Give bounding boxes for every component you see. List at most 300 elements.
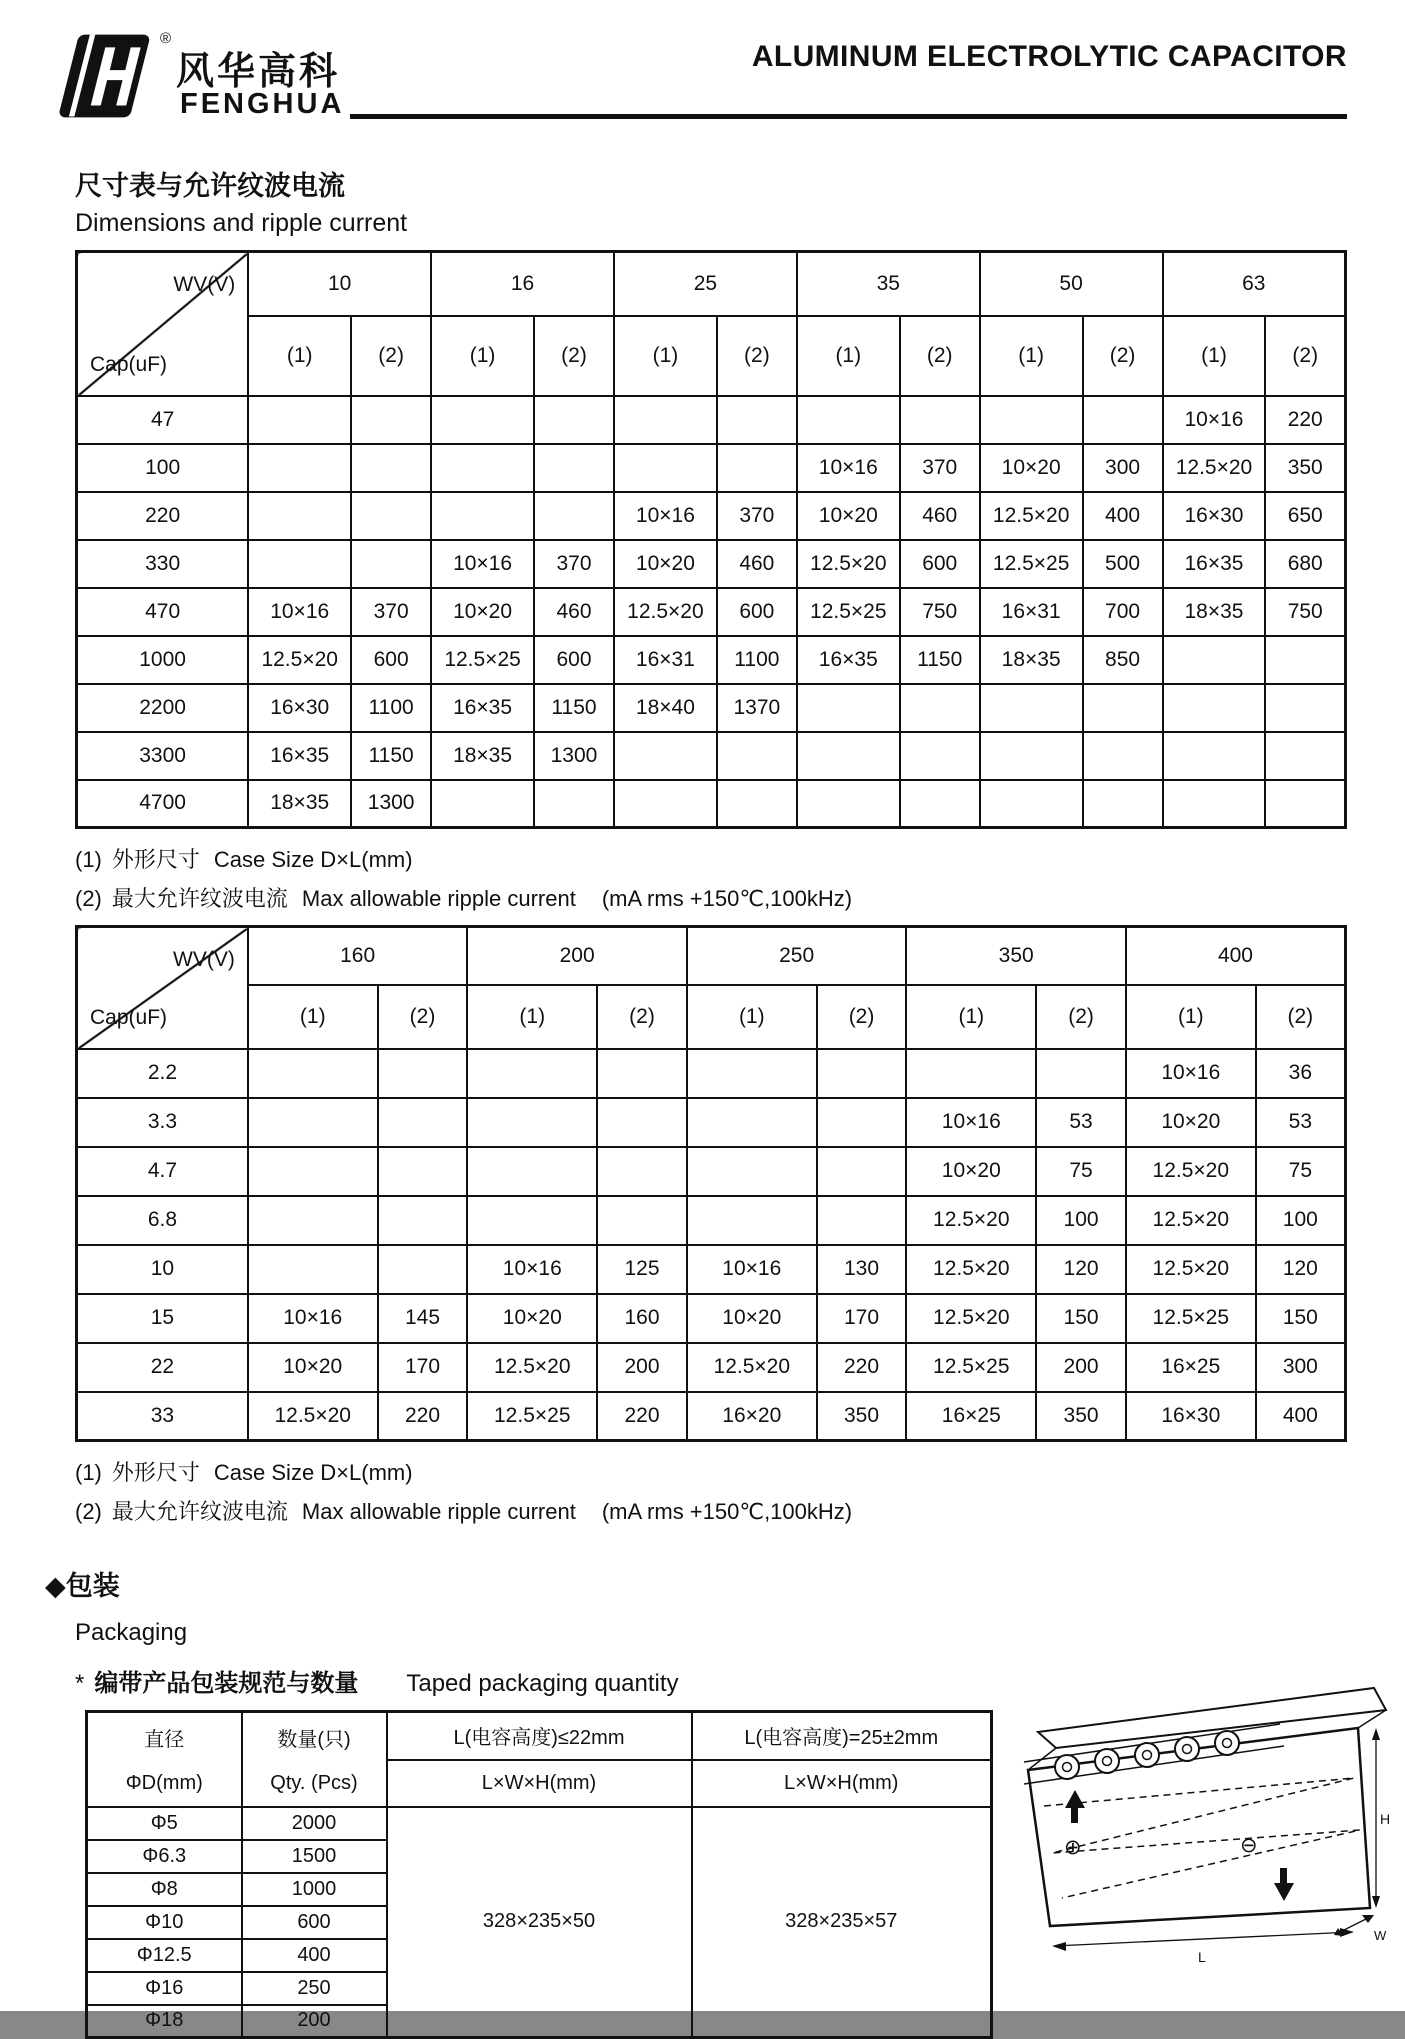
corner-header-cell — [77, 252, 249, 396]
footnote-cn: 外形尺寸 — [111, 847, 200, 872]
cell-empty — [687, 1049, 817, 1098]
cell-empty — [687, 1196, 817, 1245]
cell-empty — [248, 444, 351, 492]
cell-value: 12.5×20 — [906, 1294, 1036, 1343]
table1-body — [77, 396, 1346, 828]
cell-empty — [717, 780, 797, 828]
cell-value: 370 — [717, 492, 797, 540]
cell-empty — [378, 1049, 468, 1098]
footnote-en: Case Size D×L(mm) — [213, 1460, 413, 1485]
cell-value: 16×31 — [980, 588, 1083, 636]
lwh-header: L×W×H(mm) — [387, 1760, 692, 1807]
sub-header: (2) — [1036, 985, 1126, 1049]
voltage-header: 10 — [248, 252, 431, 316]
cell-empty — [248, 1098, 378, 1147]
cell-value: 10×16 — [797, 444, 900, 492]
cap-value: 220 — [77, 492, 249, 540]
cell-empty — [687, 1098, 817, 1147]
cell-empty — [1265, 636, 1345, 684]
sub-header: (1) — [1163, 316, 1266, 396]
cell-empty — [1083, 684, 1163, 732]
cell-value: 500 — [1083, 540, 1163, 588]
cell-value: 12.5×20 — [248, 636, 351, 684]
cell-value: 1150 — [900, 636, 980, 684]
cell-value: 1300 — [534, 732, 614, 780]
footnote-extra: (mA rms +150℃,100kHz) — [601, 886, 853, 911]
cell-empty — [817, 1147, 907, 1196]
cell-value: 12.5×20 — [614, 588, 717, 636]
cell-empty — [351, 396, 431, 444]
cell-empty — [467, 1098, 597, 1147]
cell-value: 16×30 — [1126, 1392, 1256, 1441]
packaging-subtitle-en: Taped packaging quantity — [406, 1670, 679, 1697]
cap-value: 22 — [77, 1343, 248, 1392]
cap-value: 47 — [77, 396, 249, 444]
cell-value: 10×20 — [687, 1294, 817, 1343]
cell-empty — [717, 732, 797, 780]
fenghua-logo-icon — [58, 32, 158, 120]
height-le22-header: L(电容高度)≤22mm — [387, 1712, 692, 1760]
cap-value: 33 — [77, 1392, 248, 1441]
cell-value: 12.5×25 — [797, 588, 900, 636]
qty-value: 2000 — [242, 1807, 387, 1840]
cell-value: 370 — [351, 588, 431, 636]
voltage-header: 16 — [431, 252, 614, 316]
sub-header: (2) — [378, 985, 468, 1049]
cell-value: 16×30 — [1163, 492, 1266, 540]
cell-value: 12.5×25 — [906, 1343, 1036, 1392]
plus-polarity-mark: ⊕ — [1064, 1836, 1082, 1859]
sub-header: (2) — [1256, 985, 1346, 1049]
footnote-prefix: (1) — [75, 847, 102, 872]
minus-polarity-mark: ⊖ — [1240, 1834, 1258, 1857]
cell-value: 12.5×20 — [980, 492, 1083, 540]
cell-empty — [614, 732, 717, 780]
cell-value: 12.5×20 — [1126, 1245, 1256, 1294]
sub-header: (2) — [1265, 316, 1345, 396]
cell-empty — [906, 1049, 1036, 1098]
cell-empty — [1163, 636, 1266, 684]
sub-header: (1) — [797, 316, 900, 396]
cap-value: 2.2 — [77, 1049, 248, 1098]
cell-value: 18×35 — [1163, 588, 1266, 636]
cell-empty — [614, 444, 717, 492]
cell-empty — [534, 780, 614, 828]
packaging-heading-cn: ◆包装 — [45, 1571, 120, 1601]
cell-value: 220 — [378, 1392, 468, 1441]
cell-empty — [1265, 780, 1345, 828]
packaging-box-diagram — [1022, 1678, 1394, 1970]
cell-empty — [900, 684, 980, 732]
sub-header: (1) — [980, 316, 1083, 396]
table-row — [77, 588, 1346, 636]
cap-value: 100 — [77, 444, 249, 492]
cell-empty — [378, 1196, 468, 1245]
table-row — [77, 1098, 1346, 1147]
sub-header: (1) — [431, 316, 534, 396]
sub-header: (2) — [900, 316, 980, 396]
footnote-case-size — [75, 843, 1347, 874]
logo-text-cn: 风华高科 — [176, 51, 341, 93]
voltage-header: 63 — [1163, 252, 1346, 316]
cap-label: Cap(uF) — [90, 1005, 168, 1029]
sub-header: (2) — [534, 316, 614, 396]
cell-empty — [597, 1196, 687, 1245]
voltage-header: 400 — [1126, 927, 1346, 985]
wv-label: WV(V) — [173, 273, 236, 296]
cell-value: 1300 — [351, 780, 431, 828]
voltage-header: 250 — [687, 927, 907, 985]
cell-empty — [534, 444, 614, 492]
table-row — [77, 444, 1346, 492]
cell-value: 150 — [1256, 1294, 1346, 1343]
cell-empty — [614, 780, 717, 828]
sub-header: (1) — [614, 316, 717, 396]
sub-header: (1) — [1126, 985, 1256, 1049]
cell-empty — [797, 396, 900, 444]
cell-value: 150 — [1036, 1294, 1126, 1343]
box-dimensions-value: 328×235×50 — [387, 1807, 692, 2038]
table-row — [77, 636, 1346, 684]
packaging-table-body — [87, 1807, 992, 2038]
cell-value: 125 — [597, 1245, 687, 1294]
cell-empty — [597, 1147, 687, 1196]
cell-empty — [1265, 732, 1345, 780]
cell-value: 220 — [597, 1392, 687, 1441]
voltage-header: 50 — [980, 252, 1163, 316]
sub-header: (1) — [687, 985, 817, 1049]
table-row — [77, 780, 1346, 828]
cell-empty — [817, 1098, 907, 1147]
cap-value: 470 — [77, 588, 249, 636]
diameter-header-en: ΦD(mm) — [125, 1772, 203, 1795]
cell-empty — [817, 1049, 907, 1098]
cell-value: 16×25 — [906, 1392, 1036, 1441]
cell-empty — [248, 1147, 378, 1196]
cell-value: 120 — [1256, 1245, 1346, 1294]
cell-empty — [597, 1049, 687, 1098]
cell-value: 10×16 — [467, 1245, 597, 1294]
voltage-header: 350 — [906, 927, 1126, 985]
height-25-header: L(电容高度)=25±2mm — [692, 1712, 992, 1760]
cell-value: 400 — [1256, 1392, 1346, 1441]
cell-empty — [687, 1147, 817, 1196]
cell-value: 10×16 — [248, 1294, 378, 1343]
table-row — [77, 1343, 1346, 1392]
cell-value: 16×35 — [248, 732, 351, 780]
cell-value: 10×16 — [906, 1098, 1036, 1147]
cell-empty — [797, 732, 900, 780]
cell-value: 10×16 — [1163, 396, 1266, 444]
cell-value: 650 — [1265, 492, 1345, 540]
cell-value: 1100 — [351, 684, 431, 732]
diameter-value: Φ8 — [87, 1873, 242, 1906]
cell-value: 10×16 — [431, 540, 534, 588]
cell-value: 350 — [1036, 1392, 1126, 1441]
cell-value: 750 — [1265, 588, 1345, 636]
cell-empty — [431, 780, 534, 828]
cap-value: 1000 — [77, 636, 249, 684]
pack-row — [87, 1807, 992, 1840]
cell-empty — [351, 540, 431, 588]
cell-value: 600 — [717, 588, 797, 636]
footnote-extra: (mA rms +150℃,100kHz) — [601, 1499, 853, 1524]
cell-value: 300 — [1256, 1343, 1346, 1392]
cell-empty — [248, 396, 351, 444]
sub-header: (1) — [248, 316, 351, 396]
section-title-en: Dimensions and ripple current — [75, 209, 408, 237]
cell-value: 36 — [1256, 1049, 1346, 1098]
cell-empty — [431, 492, 534, 540]
cell-empty — [1083, 732, 1163, 780]
cell-value: 850 — [1083, 636, 1163, 684]
cell-value: 10×20 — [467, 1294, 597, 1343]
cell-empty — [431, 396, 534, 444]
cell-empty — [797, 780, 900, 828]
table2-body — [77, 1049, 1346, 1441]
cell-empty — [378, 1147, 468, 1196]
cell-value: 1100 — [717, 636, 797, 684]
cell-value: 120 — [1036, 1245, 1126, 1294]
cell-value: 220 — [1265, 396, 1345, 444]
sub-header: (2) — [817, 985, 907, 1049]
cell-value: 12.5×25 — [431, 636, 534, 684]
packaging-heading-en: Packaging — [75, 1619, 188, 1646]
cell-empty — [817, 1196, 907, 1245]
cell-value: 10×20 — [248, 1343, 378, 1392]
footnote-case-size — [75, 1456, 1347, 1487]
qty-value: 1000 — [242, 1873, 387, 1906]
cell-empty — [1163, 684, 1266, 732]
footnotes — [75, 843, 1347, 913]
sub-header: (1) — [467, 985, 597, 1049]
asterisk: * — [75, 1670, 85, 1697]
cap-value: 10 — [77, 1245, 248, 1294]
cell-value: 400 — [1083, 492, 1163, 540]
cell-empty — [1163, 780, 1266, 828]
cell-empty — [248, 1049, 378, 1098]
footnote-en: Max allowable ripple current — [301, 886, 576, 911]
cell-value: 10×16 — [1126, 1049, 1256, 1098]
cell-empty — [467, 1049, 597, 1098]
table-row — [77, 396, 1346, 444]
footnotes — [75, 1456, 1347, 1526]
cell-empty — [980, 396, 1083, 444]
qty-value: 250 — [242, 1972, 387, 2005]
footnote-cn: 最大允许纹波电流 — [111, 1499, 288, 1524]
dimensions-table-high-voltage — [75, 925, 1347, 1442]
cell-value: 12.5×20 — [906, 1245, 1036, 1294]
footnote-cn: 最大允许纹波电流 — [111, 886, 288, 911]
logo-text-en: FENGHUA — [180, 88, 345, 120]
cell-value: 18×35 — [431, 732, 534, 780]
footnote-prefix: (2) — [75, 886, 102, 911]
table-row — [77, 732, 1346, 780]
table-row — [77, 1245, 1346, 1294]
qty-header-en: Qty. (Pcs) — [270, 1772, 358, 1795]
voltage-header: 160 — [248, 927, 468, 985]
sub-header: (2) — [717, 316, 797, 396]
cell-value: 750 — [900, 588, 980, 636]
cell-value: 100 — [1036, 1196, 1126, 1245]
sub-header: (2) — [351, 316, 431, 396]
diameter-header-cn: 直径 — [144, 1729, 185, 1752]
cell-value: 10×16 — [248, 588, 351, 636]
cell-value: 16×20 — [687, 1392, 817, 1441]
box-dimensions-value: 328×235×57 — [692, 1807, 992, 2038]
cell-value: 10×20 — [797, 492, 900, 540]
dimension-w-label: W — [1374, 1928, 1387, 1943]
diameter-value: Φ16 — [87, 1972, 242, 2005]
cell-value: 600 — [351, 636, 431, 684]
cell-value: 370 — [900, 444, 980, 492]
cell-empty — [717, 444, 797, 492]
cell-empty — [248, 1196, 378, 1245]
cell-value: 75 — [1256, 1147, 1346, 1196]
table-row — [77, 1196, 1346, 1245]
table-row — [77, 1294, 1346, 1343]
lwh-header: L×W×H(mm) — [692, 1760, 992, 1807]
cell-value: 300 — [1083, 444, 1163, 492]
sub-header: (1) — [248, 985, 378, 1049]
cell-value: 200 — [1036, 1343, 1126, 1392]
cell-empty — [534, 492, 614, 540]
cell-value: 12.5×20 — [1126, 1196, 1256, 1245]
cell-value: 12.5×25 — [980, 540, 1083, 588]
cell-value: 16×25 — [1126, 1343, 1256, 1392]
cap-value: 3.3 — [77, 1098, 248, 1147]
cell-value: 680 — [1265, 540, 1345, 588]
qty-value: 400 — [242, 1939, 387, 1972]
cell-empty — [467, 1196, 597, 1245]
registered-mark: ® — [160, 30, 172, 47]
dimension-h-label: H — [1380, 1811, 1391, 1827]
cell-value: 16×30 — [248, 684, 351, 732]
cell-value: 460 — [900, 492, 980, 540]
cell-value: 12.5×20 — [687, 1343, 817, 1392]
cell-value: 700 — [1083, 588, 1163, 636]
qty-value: 600 — [242, 1906, 387, 1939]
table-row — [77, 492, 1346, 540]
cell-empty — [467, 1147, 597, 1196]
cell-value: 145 — [378, 1294, 468, 1343]
cap-value: 15 — [77, 1294, 248, 1343]
qty-header — [242, 1712, 387, 1807]
diameter-header — [87, 1712, 242, 1807]
cell-empty — [351, 444, 431, 492]
cell-value: 12.5×20 — [248, 1392, 378, 1441]
cell-value: 1150 — [534, 684, 614, 732]
wv-label: WV(V) — [173, 948, 235, 971]
cell-value: 12.5×20 — [1163, 444, 1266, 492]
cell-value: 10×20 — [906, 1147, 1036, 1196]
table-row — [77, 1147, 1346, 1196]
footnote-en: Case Size D×L(mm) — [213, 847, 413, 872]
qty-value: 200 — [242, 2005, 387, 2038]
cell-empty — [1083, 780, 1163, 828]
cell-value: 12.5×20 — [906, 1196, 1036, 1245]
cell-empty — [378, 1245, 468, 1294]
cell-value: 10×20 — [614, 540, 717, 588]
cell-value: 220 — [817, 1343, 907, 1392]
cell-value: 10×20 — [980, 444, 1083, 492]
corner-header-cell — [77, 927, 248, 1049]
cell-value: 460 — [534, 588, 614, 636]
cell-empty — [431, 444, 534, 492]
cap-value: 4700 — [77, 780, 249, 828]
table-row — [77, 684, 1346, 732]
packaging-subtitle-cn: 编带产品包装规范与数量 — [94, 1670, 359, 1697]
cell-value: 12.5×20 — [797, 540, 900, 588]
cell-empty — [900, 732, 980, 780]
cell-value: 460 — [717, 540, 797, 588]
voltage-header: 200 — [467, 927, 687, 985]
dimensions-table-low-voltage — [75, 250, 1347, 829]
cell-empty — [248, 1245, 378, 1294]
cell-empty — [534, 396, 614, 444]
cell-empty — [1036, 1049, 1126, 1098]
sub-header: (1) — [906, 985, 1036, 1049]
diameter-value: Φ10 — [87, 1906, 242, 1939]
cell-value: 53 — [1256, 1098, 1346, 1147]
cell-value: 370 — [534, 540, 614, 588]
cell-value: 16×35 — [1163, 540, 1266, 588]
cell-empty — [248, 492, 351, 540]
cap-value: 4.7 — [77, 1147, 248, 1196]
cap-value: 6.8 — [77, 1196, 248, 1245]
cell-value: 12.5×20 — [1126, 1147, 1256, 1196]
footnote-ripple — [75, 882, 1347, 913]
diameter-value: Φ6.3 — [87, 1840, 242, 1873]
cell-value: 100 — [1256, 1196, 1346, 1245]
cell-value: 350 — [817, 1392, 907, 1441]
cell-value: 600 — [900, 540, 980, 588]
cell-value: 75 — [1036, 1147, 1126, 1196]
qty-header-cn: 数量(只) — [277, 1729, 351, 1752]
cap-label: Cap(uF) — [90, 352, 168, 376]
sub-header: (2) — [597, 985, 687, 1049]
cell-value: 16×35 — [797, 636, 900, 684]
footnote-ripple — [75, 1495, 1347, 1526]
header-rule — [350, 114, 1347, 119]
table-row — [77, 540, 1346, 588]
cell-empty — [614, 396, 717, 444]
cell-empty — [900, 396, 980, 444]
cell-value: 12.5×25 — [1126, 1294, 1256, 1343]
cell-empty — [1083, 396, 1163, 444]
table-row — [77, 1392, 1346, 1441]
cell-value: 16×31 — [614, 636, 717, 684]
cell-empty — [248, 540, 351, 588]
cell-empty — [1163, 732, 1266, 780]
diameter-value: Φ5 — [87, 1807, 242, 1840]
cell-empty — [797, 684, 900, 732]
cell-value: 10×20 — [431, 588, 534, 636]
cell-value: 10×16 — [687, 1245, 817, 1294]
cell-empty — [1265, 684, 1345, 732]
diameter-value: Φ18 — [87, 2005, 242, 2038]
cell-empty — [717, 396, 797, 444]
cell-empty — [900, 780, 980, 828]
cell-value: 12.5×20 — [467, 1343, 597, 1392]
diameter-value: Φ12.5 — [87, 1939, 242, 1972]
cell-value: 160 — [597, 1294, 687, 1343]
cell-value: 18×35 — [248, 780, 351, 828]
cell-value: 1150 — [351, 732, 431, 780]
cell-value: 200 — [597, 1343, 687, 1392]
dimension-l-label: L — [1198, 1949, 1206, 1965]
cell-value: 18×35 — [980, 636, 1083, 684]
